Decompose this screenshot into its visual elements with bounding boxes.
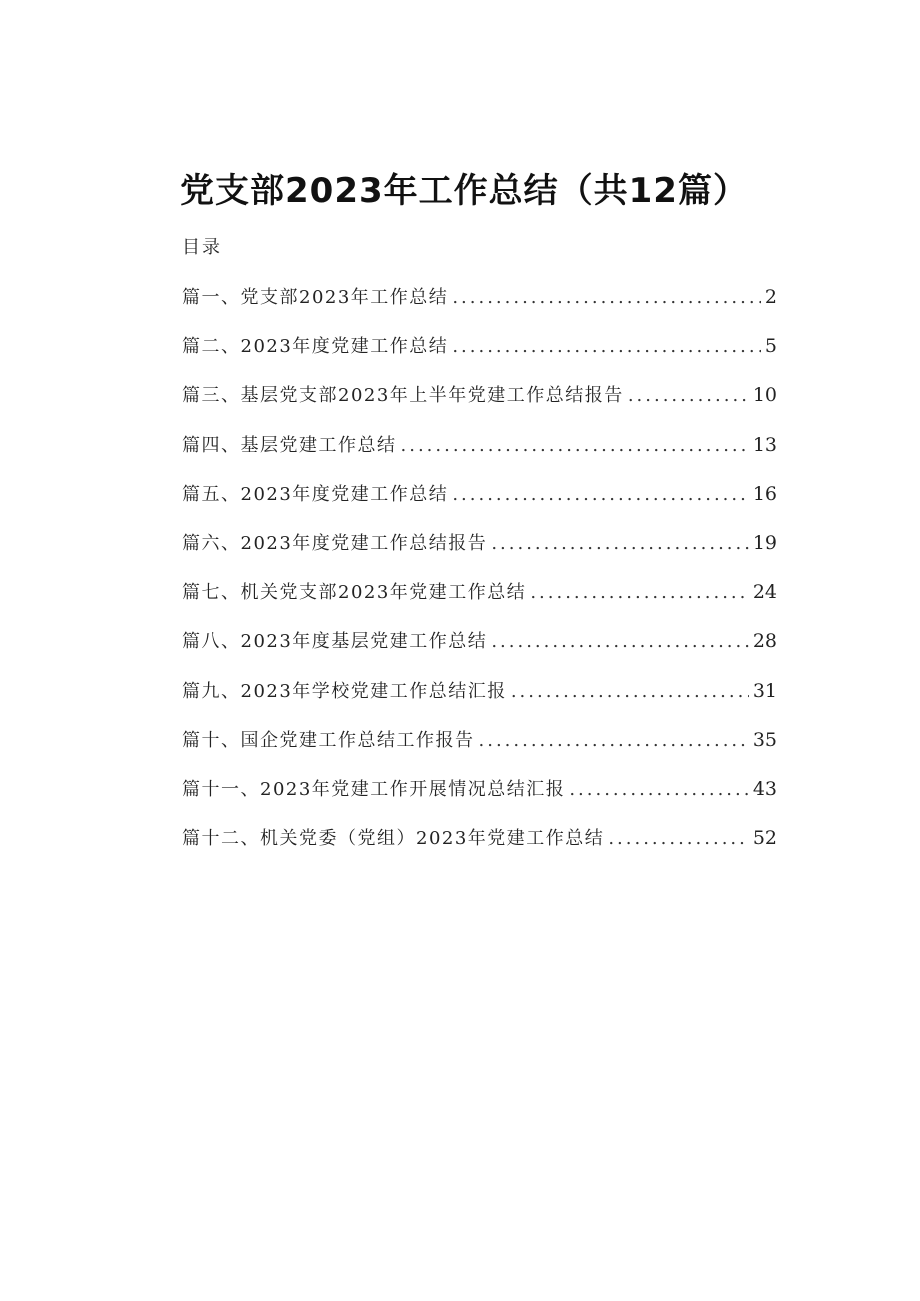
toc-entry-label: 篇八、2023年度基层党建工作总结 xyxy=(182,631,488,653)
toc-dot-leader xyxy=(530,580,749,606)
toc-entry-12[interactable] xyxy=(182,825,777,874)
toc-page-number: 19 xyxy=(752,531,777,554)
toc-page-number: 13 xyxy=(752,433,777,456)
toc-dot-leader xyxy=(628,383,749,409)
document-title: 党支部2023年工作总结（共12篇） xyxy=(180,170,748,211)
toc-entry-3[interactable] xyxy=(182,382,777,431)
toc-page-number: 35 xyxy=(752,728,777,751)
toc-dot-leader xyxy=(452,334,761,360)
toc-entry-label: 篇九、2023年学校党建工作总结汇报 xyxy=(182,680,507,702)
toc-page-number: 5 xyxy=(764,335,777,358)
toc-dot-leader xyxy=(491,531,749,557)
toc-entry-4[interactable] xyxy=(182,432,777,481)
toc-dot-leader xyxy=(608,826,749,852)
toc-entry-label: 篇十二、机关党委（党组）2023年党建工作总结 xyxy=(182,828,605,850)
toc-page-number: 2 xyxy=(764,286,777,308)
toc-entry-11[interactable] xyxy=(182,776,777,825)
toc-entry-label: 篇二、2023年度党建工作总结 xyxy=(182,336,449,358)
toc-dot-leader xyxy=(511,679,749,705)
toc-entry-10[interactable] xyxy=(182,727,777,776)
toc-page-number: 52 xyxy=(752,827,777,850)
toc-entry-1[interactable] xyxy=(182,284,777,333)
toc-entry-8[interactable] xyxy=(182,628,777,677)
toc-page-number: 43 xyxy=(752,777,777,800)
toc-heading: 目录 xyxy=(182,237,222,258)
toc-entry-label: 篇三、基层党支部2023年上半年党建工作总结报告 xyxy=(182,385,624,407)
toc-page-number: 28 xyxy=(752,630,777,653)
toc-entry-label: 篇一、党支部2023年工作总结 xyxy=(182,287,449,308)
toc-dot-leader xyxy=(569,777,749,803)
toc-entry-label: 篇五、2023年度党建工作总结 xyxy=(182,483,449,505)
toc-entry-9[interactable] xyxy=(182,678,777,727)
toc-entry-label: 篇七、机关党支部2023年党建工作总结 xyxy=(182,582,527,604)
toc-entry-label: 篇六、2023年度党建工作总结报告 xyxy=(182,532,488,554)
toc-entry-label: 篇十一、2023年党建工作开展情况总结汇报 xyxy=(182,778,566,800)
table-of-contents xyxy=(182,284,777,874)
toc-entry-2[interactable] xyxy=(182,333,777,382)
toc-page-number: 24 xyxy=(752,581,777,604)
toc-page-number: 16 xyxy=(752,482,777,505)
toc-dot-leader xyxy=(452,285,761,311)
toc-entry-7[interactable] xyxy=(182,579,777,628)
toc-page-number: 10 xyxy=(752,384,777,407)
toc-dot-leader xyxy=(479,728,749,754)
toc-entry-5[interactable] xyxy=(182,481,777,530)
toc-dot-leader xyxy=(491,629,749,655)
toc-entry-6[interactable] xyxy=(182,530,777,579)
toc-entry-label: 篇四、基层党建工作总结 xyxy=(182,434,397,456)
toc-dot-leader xyxy=(452,482,749,508)
toc-dot-leader xyxy=(401,433,749,459)
toc-page-number: 31 xyxy=(752,679,777,702)
toc-entry-label: 篇十、国企党建工作总结工作报告 xyxy=(182,729,475,751)
